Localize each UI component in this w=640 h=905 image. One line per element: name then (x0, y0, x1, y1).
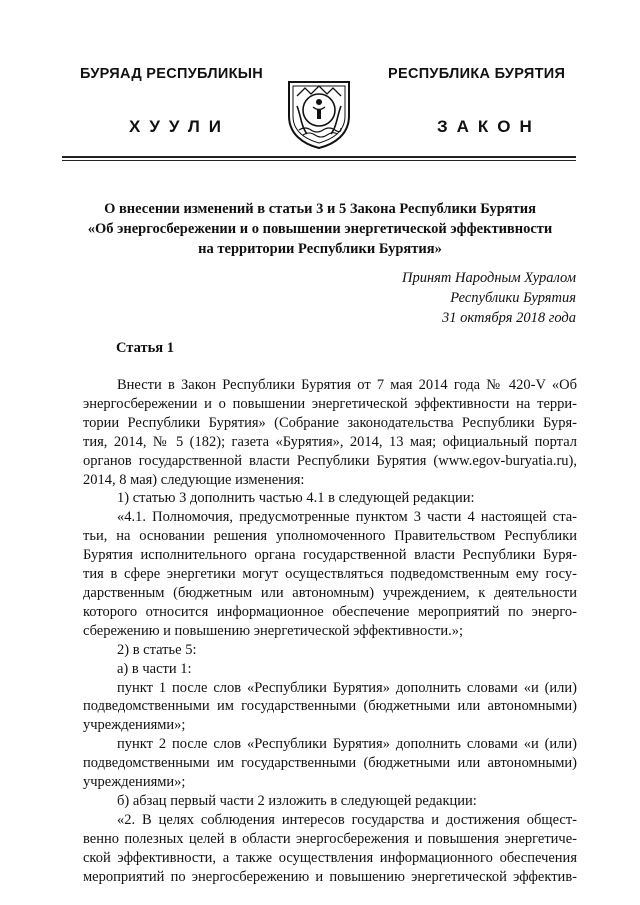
body-line: дарственным (бюджетным или автономным) учреждением, к деятельности (83, 584, 577, 601)
body-line: подведомственными им государственными (бюджетными или автономными) (83, 755, 577, 772)
body-line: ской эффективности, а также осуществления информационного обеспечения (83, 849, 577, 866)
body-line: венно полезных целей в области энергосбережения и повышения энергетиче- (83, 830, 577, 847)
body-line: учреждениями»; (83, 774, 186, 791)
body-line: органов государственной власти Республики Бурятия (www.egov-buryatia.ru), (83, 452, 577, 469)
header-left-top: БУРЯАД РЕСПУБЛИКЫН (80, 66, 264, 82)
body-line: которого относится информационное обеспечение мероприятий по энерго- (83, 603, 577, 620)
header-left-bottom: ХУУЛИ (129, 117, 230, 136)
body-line: энергосбережении и о повышении энергетической эффективности на терри- (83, 395, 577, 412)
body-line: тории Республики Бурятия» (Собрание законодательства Республики Буря- (83, 414, 577, 431)
header-right-top: РЕСПУБЛИКА БУРЯТИЯ (388, 66, 566, 82)
body-line: Бурятия исполнительного органа государственной власти Республики Буря- (83, 547, 577, 564)
adoption-line: Республики Бурятия (450, 290, 576, 306)
body-line: учреждениями»; (83, 717, 186, 734)
body-line: тия в сфере энергетики могут осуществляться подведомственным ему госу- (83, 566, 577, 583)
body-line: пункт 1 после слов «Республики Бурятия» дополнить словами «и (или) (117, 679, 577, 696)
body-line: пункт 2 после слов «Республики Бурятия» дополнить словами «и (или) (117, 736, 577, 753)
body-line: б) абзац первый части 2 изложить в следующей редакции: (117, 792, 477, 809)
buryatia-coat-of-arms-icon (283, 76, 355, 150)
body-line: сбережению и повышению энергетической эффективности.»; (83, 622, 464, 639)
law-title (60, 199, 580, 259)
body-line: 1) статью 3 дополнить частью 4.1 в следующей редакции: (117, 490, 475, 507)
adoption-line: 31 октября 2018 года (442, 310, 576, 326)
article-body (83, 376, 577, 886)
body-line: а) в части 1: (117, 660, 192, 677)
title-line: О внесении изменений в статьи 3 и 5 Закона Республики Бурятия (104, 201, 536, 217)
body-line: подведомственными им государственными (бюджетными или автономными) (83, 698, 577, 715)
adoption-line: Принят Народным Хуралом (401, 270, 576, 286)
body-line: «2. В целях соблюдения интересов государства и достижения общест- (117, 811, 577, 828)
title-line: «Об энергосбережении и о повышении энергетической эффективности (87, 221, 553, 237)
adoption-note (402, 268, 576, 328)
body-line: 2) в статье 5: (117, 641, 197, 658)
header-rule-thin (62, 160, 576, 161)
body-line: «4.1. Полномочия, предусмотренные пунктом 3 части 4 настоящей ста- (117, 509, 577, 526)
header-rule-thick (62, 156, 576, 158)
body-line: Внести в Закон Республики Бурятия от 7 мая 2014 года № 420-V «Об (117, 377, 577, 393)
title-line: на территории Республики Бурятия» (198, 241, 442, 257)
body-line: тия, 2014, № 5 (182); газета «Бурятия», 2014, 13 мая; официальный портал (83, 433, 577, 450)
body-line: мероприятий по энергосбережению и повышению энергетической эффектив- (83, 868, 577, 885)
body-line: тьи, на основании решения уполномоченного Правительством Республики (83, 528, 577, 545)
article-heading: Статья 1 (116, 340, 174, 356)
body-line: 2014, 8 мая) следующие изменения: (83, 471, 305, 488)
header-right-bottom: ЗАКОН (437, 117, 541, 136)
